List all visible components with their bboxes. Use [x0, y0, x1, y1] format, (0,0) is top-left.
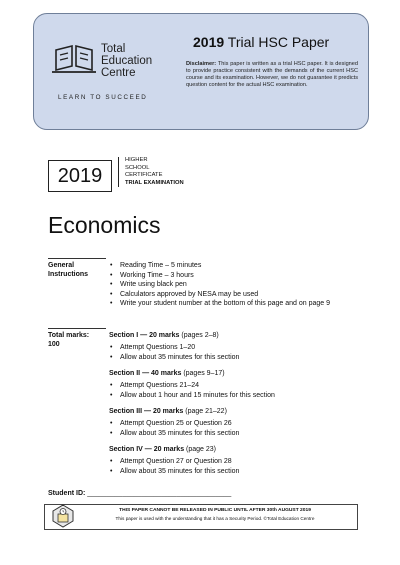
list-item: • Attempt Question 25 or Question 26: [109, 419, 349, 429]
list-item: • Attempt Question 27 or Question 28: [109, 457, 349, 467]
list-item: • Attempt Questions 21–24: [109, 381, 349, 391]
list-item: • Reading Time – 5 minutes: [109, 261, 349, 271]
list-item: • Allow about 35 minutes for this section: [109, 429, 349, 439]
list-item: • Write your student number at the bottom of this page and on page 9: [109, 299, 349, 309]
section-1-list: [109, 343, 349, 362]
logo-wordmark: Total Education Centre: [101, 43, 153, 79]
divider: [48, 328, 106, 329]
total-marks-label: Total marks: 100: [48, 332, 90, 348]
section-4-list: [109, 457, 349, 476]
list-item: • Attempt Questions 1–20: [109, 343, 349, 353]
paper-title: 2019 Trial HSC Paper: [193, 34, 330, 50]
divider: [48, 258, 106, 259]
list-item: • Working Time – 3 hours: [109, 271, 349, 281]
security-period-notice: This paper is used with the understanding that it has a Security Period. ©Total Education Centre: [115, 516, 315, 521]
release-date-notice: THIS PAPER CANNOT BE RELEASED IN PUBLIC UNTIL AFTER 30th AUGUST 2019: [119, 508, 311, 513]
section-1-heading: Section I — 20 marks (pages 2–8): [109, 332, 219, 339]
list-item: • Allow about 35 minutes for this section: [109, 467, 349, 477]
section-4-heading: Section IV — 20 marks (page 23): [109, 446, 217, 453]
book-logo-icon: [50, 42, 98, 78]
list-item: • Allow about 1 hour and 15 minutes for this section: [109, 391, 349, 401]
exam-year-box: 2019: [48, 160, 112, 192]
section-3-heading: Section III — 20 marks (page 21–22): [109, 408, 227, 415]
security-clock-icon: [51, 504, 75, 528]
general-instructions-label: General Instructions: [48, 262, 89, 278]
subject-title: Economics: [48, 212, 161, 238]
student-id-field[interactable]: Student ID: _____________________________________: [48, 490, 232, 497]
disclaimer: Disclaimer: This paper is written as a trial HSC paper. It is designed to provide practice consistent with the demands of the current HSC course and its examination. However, we do not guarantee it predicts question content for the actual HSC examination.: [186, 61, 359, 88]
list-item: • Write using black pen: [109, 280, 349, 290]
section-2-heading: Section II — 40 marks (pages 9–17): [109, 370, 225, 377]
section-2-list: [109, 381, 349, 400]
general-instructions-list: [109, 261, 349, 309]
section-3-list: [109, 419, 349, 438]
logo-tagline: LEARN TO SUCCEED: [58, 94, 148, 101]
list-item: • Calculators approved by NESA may be used: [109, 290, 349, 300]
exam-type-lines: HIGHER SCHOOL CERTIFICATE TRIAL EXAMINATION: [118, 157, 184, 187]
list-item: • Allow about 35 minutes for this section: [109, 353, 349, 363]
